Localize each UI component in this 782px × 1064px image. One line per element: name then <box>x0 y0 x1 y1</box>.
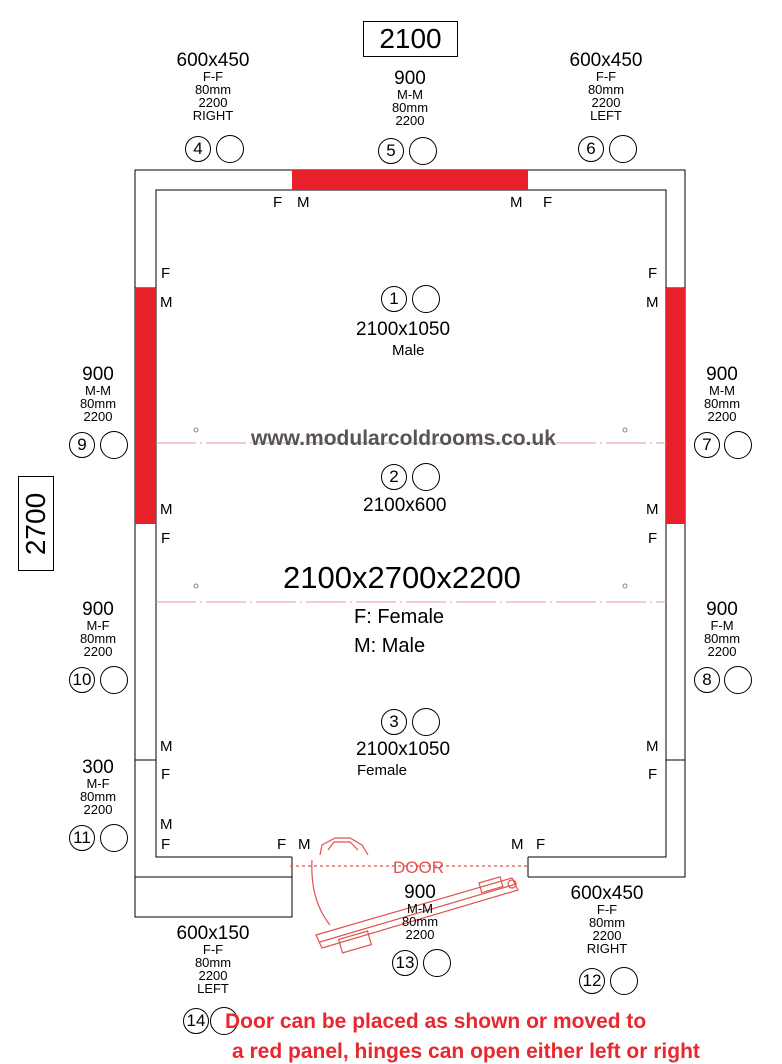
seam-marker <box>623 428 627 432</box>
panel-9-size: 900 <box>82 364 114 385</box>
panel-4-thickness: 80mm <box>194 82 232 97</box>
joint-male: M <box>298 836 311 853</box>
panel-14-height: 2200 <box>198 968 228 983</box>
panel-3-circle <box>412 708 440 736</box>
panel-9-number: 9 <box>69 432 95 458</box>
joint-male: M <box>646 738 659 755</box>
panel-13-joint: M-M <box>407 901 433 916</box>
panel-6-hand: LEFT <box>590 108 622 123</box>
joint-female: F <box>161 530 171 547</box>
panel-8-thickness: 80mm <box>703 631 741 646</box>
panel-4-label <box>166 51 260 122</box>
joint-female: F <box>273 194 283 211</box>
joint-female: F <box>161 265 171 282</box>
outer-wall-outline <box>135 170 685 877</box>
panel-12-height: 2200 <box>592 928 622 943</box>
panel-14-outline <box>135 877 292 917</box>
overall-length: 2700 <box>20 492 52 555</box>
panel-8-circle <box>724 666 752 694</box>
panel-12-size: 600x450 <box>570 883 644 904</box>
legend-female: F: Female <box>354 606 445 628</box>
panel-1-type: Male <box>392 342 425 359</box>
panel-12-number: 12 <box>579 968 605 994</box>
panel-14-number: 14 <box>183 1008 209 1034</box>
seam-marker <box>194 584 198 588</box>
panel-6-thickness: 80mm <box>587 82 625 97</box>
panel-10-label <box>60 600 136 658</box>
panel-11-size: 300 <box>82 757 114 778</box>
joint-male: M <box>510 194 523 211</box>
panel-13-circle <box>423 949 451 977</box>
panel-12-joint: F-F <box>596 902 618 917</box>
panel-4-height: 2200 <box>198 95 228 110</box>
panel-14-label <box>166 924 260 995</box>
panel-4-size: 600x450 <box>176 50 250 71</box>
joint-male: M <box>646 294 659 311</box>
panel-4-number: 4 <box>185 136 211 162</box>
panel-5-joint: M-M <box>397 87 423 102</box>
panel-11-number: 11 <box>69 825 95 851</box>
joint-female: F <box>648 530 658 547</box>
panel-13-size: 900 <box>404 882 436 903</box>
panel-1-size: 2100x1050 <box>356 319 451 340</box>
joint-female: F <box>648 265 658 282</box>
panel-12-hand: RIGHT <box>586 941 628 956</box>
panel-7-label <box>684 365 760 423</box>
panel-14-joint: F-F <box>202 942 224 957</box>
panel-8-number: 8 <box>694 667 720 693</box>
panel-7-number: 7 <box>694 432 720 458</box>
joint-male: M <box>646 501 659 518</box>
joint-female: F <box>536 836 546 853</box>
panel-5-number: 5 <box>378 138 404 164</box>
panel-11-thickness: 80mm <box>79 789 117 804</box>
panel-14-thickness: 80mm <box>194 955 232 970</box>
panel-13-thickness: 80mm <box>401 914 439 929</box>
panel-9-label <box>60 365 136 423</box>
panel-3-size: 2100x1050 <box>356 739 451 760</box>
panel-12-circle <box>610 967 638 995</box>
panel-13-height: 2200 <box>405 927 435 942</box>
panel-6-number: 6 <box>578 136 604 162</box>
panel-6-circle <box>609 135 637 163</box>
overall-width: 2100 <box>379 23 442 54</box>
red-panel-top <box>292 170 528 190</box>
panel-6-label <box>559 51 653 122</box>
panel-10-circle <box>100 666 128 694</box>
panel-11-height: 2200 <box>83 802 113 817</box>
panel-1-circle <box>412 285 440 313</box>
seam-marker <box>194 428 198 432</box>
joint-male: M <box>160 294 173 311</box>
overall-width-box <box>363 21 458 57</box>
panel-11-joint: M-F <box>86 776 110 791</box>
panel-12-thickness: 80mm <box>588 915 626 930</box>
panel-1-number: 1 <box>381 286 407 312</box>
joint-male: M <box>160 738 173 755</box>
panel-6-height: 2200 <box>591 95 621 110</box>
panel-4-circle <box>216 135 244 163</box>
overall-length-box <box>18 476 54 571</box>
door-note-line1: Door can be placed as shown or moved to <box>225 1010 647 1033</box>
panel-14-hand: LEFT <box>197 981 229 996</box>
panel-7-size: 900 <box>706 364 738 385</box>
panel-8-height: 2200 <box>707 644 737 659</box>
panel-10-thickness: 80mm <box>79 631 117 646</box>
panel-8-label <box>684 600 760 658</box>
panel-5-thickness: 80mm <box>391 100 429 115</box>
panel-13-number: 13 <box>392 950 418 976</box>
red-panel-left <box>135 288 156 524</box>
panel-7-height: 2200 <box>707 409 737 424</box>
door-note-line2: a red panel, hinges can open either left or right <box>232 1040 700 1063</box>
panel-6-size: 600x450 <box>569 50 643 71</box>
panel-14-size: 600x150 <box>176 923 250 944</box>
panel-9-joint: M-M <box>85 383 111 398</box>
panel-7-thickness: 80mm <box>703 396 741 411</box>
joint-male: M <box>511 836 524 853</box>
panel-13-label <box>373 883 467 941</box>
panel-10-number: 10 <box>69 667 95 693</box>
joint-female: F <box>161 836 171 853</box>
panel-3-number: 3 <box>381 709 407 735</box>
panel-12-label <box>560 884 654 955</box>
panel-9-circle <box>100 431 128 459</box>
panel-8-size: 900 <box>706 599 738 620</box>
panel-10-joint: M-F <box>86 618 110 633</box>
panel-7-circle <box>724 431 752 459</box>
red-panel-right <box>666 288 685 524</box>
seam-marker <box>623 584 627 588</box>
panel-2-size: 2100x600 <box>363 495 447 516</box>
panel-3-type: Female <box>357 762 408 779</box>
panel-6-joint: F-F <box>595 69 617 84</box>
panel-10-height: 2200 <box>83 644 113 659</box>
door-label: DOOR <box>393 858 444 877</box>
panel-4-hand: RIGHT <box>192 108 234 123</box>
panel-8-joint: F-M <box>710 618 734 633</box>
joint-female: F <box>543 194 553 211</box>
panel-2-number: 2 <box>381 464 407 490</box>
panel-5-height: 2200 <box>395 113 425 128</box>
panel-11-circle <box>100 824 128 852</box>
panel-5-label <box>363 69 457 127</box>
joint-female: F <box>277 836 287 853</box>
joint-female: F <box>648 766 658 783</box>
watermark: www.modularcoldrooms.co.uk <box>251 427 556 450</box>
panel-10-size: 900 <box>82 599 114 620</box>
joint-male: M <box>297 194 310 211</box>
legend-male: M: Male <box>354 635 426 657</box>
panel-4-joint: F-F <box>202 69 224 84</box>
panel-5-size: 900 <box>394 68 426 89</box>
joint-male: M <box>160 501 173 518</box>
room-dimensions: 2100x2700x2200 <box>283 560 521 595</box>
panel-2-circle <box>412 463 440 491</box>
panel-9-height: 2200 <box>83 409 113 424</box>
panel-7-joint: M-M <box>709 383 735 398</box>
joint-male: M <box>160 816 173 833</box>
panel-9-thickness: 80mm <box>79 396 117 411</box>
panel-5-circle <box>409 137 437 165</box>
joint-female: F <box>161 766 171 783</box>
panel-11-label <box>60 758 136 816</box>
